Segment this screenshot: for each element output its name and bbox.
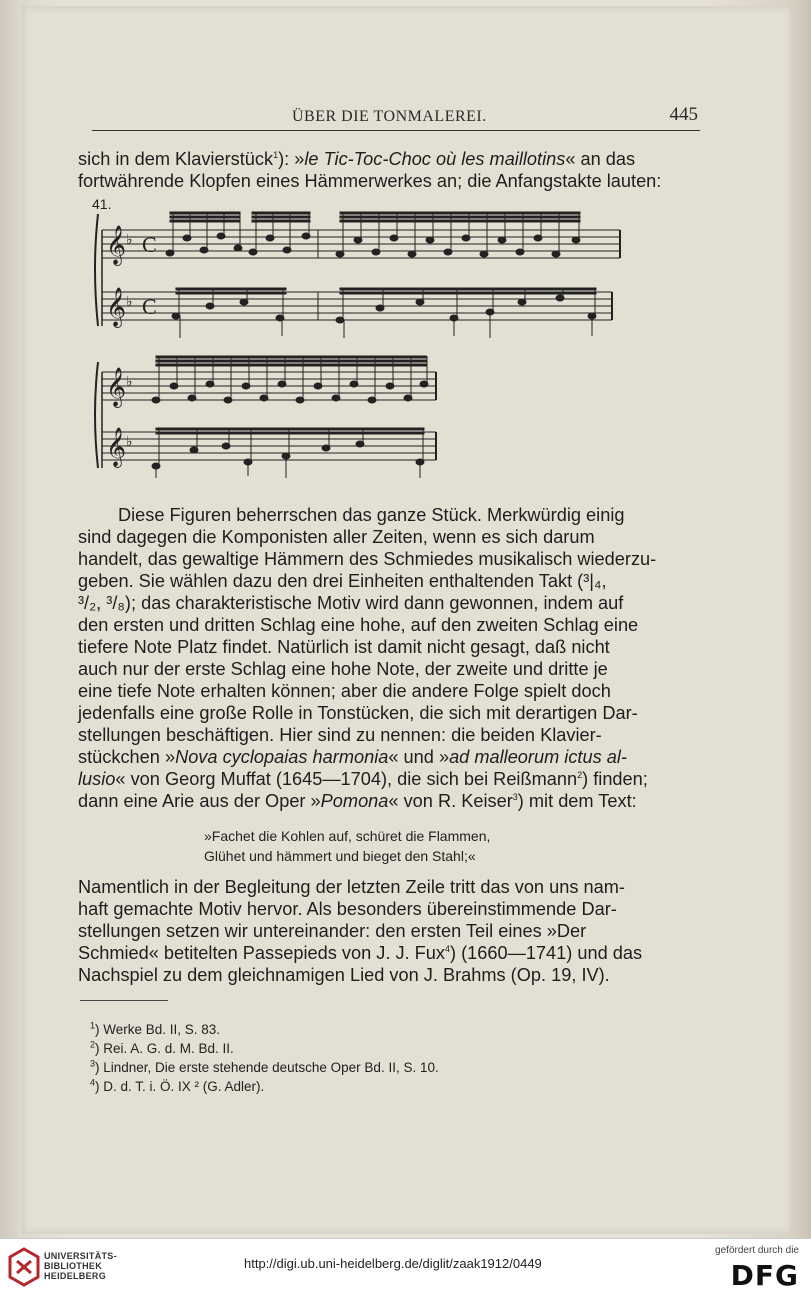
poem-line-1: »Fachet die Kohlen auf, schüret die Flammen, bbox=[204, 828, 491, 844]
running-header bbox=[92, 104, 700, 131]
body-line: ³/₂, ³/₈); das charakteristische Motiv wird dann gewonnen, indem auf bbox=[78, 593, 624, 613]
time-signature: C bbox=[142, 294, 157, 319]
viewer-footer bbox=[0, 1238, 811, 1296]
note-group bbox=[336, 212, 580, 257]
text-run: Schmied« betitelten Passepieds von J. J. Fux bbox=[78, 943, 445, 963]
library-name-line: BIBLIOTHEK bbox=[44, 1261, 102, 1271]
text-run: sich in dem Klavierstück bbox=[78, 149, 274, 169]
funding-caption: gefördert durch die bbox=[715, 1245, 799, 1256]
text-run: ) (1660—1741) und das bbox=[450, 943, 643, 963]
body-line: Nachspiel zu dem gleichnamigen Lied von J. Brahms (Op. 19, IV). bbox=[78, 965, 610, 985]
title-italic: Pomona bbox=[320, 791, 389, 811]
title-italic: Nova cyclopaias harmonia bbox=[175, 747, 389, 767]
footnote bbox=[90, 1058, 590, 1077]
footnote-mark: 3 bbox=[90, 1058, 96, 1069]
library-name-line: UNIVERSITÄTS- bbox=[44, 1251, 117, 1261]
body-line: Namentlich in der Begleitung der letzten Zeile tritt das von uns nam- bbox=[78, 877, 625, 897]
dfg-logo-icon[interactable]: DFG bbox=[730, 1259, 799, 1292]
footnote bbox=[90, 1039, 590, 1058]
footnote-mark: 1 bbox=[90, 1020, 96, 1031]
footnote-ref: 2 bbox=[577, 769, 583, 780]
treble-clef: 𝄞 bbox=[106, 427, 127, 467]
text-run: ): » bbox=[278, 149, 305, 169]
text-run: « an das bbox=[565, 149, 636, 169]
note-group bbox=[249, 212, 310, 255]
university-library-logo-icon[interactable] bbox=[8, 1247, 40, 1287]
time-signature: C bbox=[142, 232, 157, 257]
text-run: « von R. Keiser bbox=[388, 791, 513, 811]
body-line: tiefere Note Platz findet. Natürlich ist damit nicht gesagt, daß nicht bbox=[78, 637, 610, 657]
note-group bbox=[166, 212, 242, 256]
footnote-ref: 3 bbox=[512, 791, 518, 802]
footnote-separator bbox=[80, 1000, 168, 1001]
treble-clef: 𝄞 bbox=[106, 367, 127, 407]
flat-sign: ♭ bbox=[126, 434, 133, 450]
footnotes bbox=[90, 1020, 590, 1096]
title-italic: lusio bbox=[78, 769, 116, 789]
body-line: geben. Sie wählen dazu den drei Einheiten enthaltenden Takt (³|₄, bbox=[78, 571, 607, 591]
example-number: 41. bbox=[92, 196, 112, 212]
title-italic: ad malleorum ictus al- bbox=[449, 747, 627, 767]
flat-sign: ♭ bbox=[126, 294, 133, 310]
title-italic: le Tic-Toc-Choc où les maillotins bbox=[304, 149, 566, 169]
library-name-line: HEIDELBERG bbox=[44, 1271, 107, 1281]
footnote-mark: 2 bbox=[90, 1039, 96, 1050]
header-title: ÜBER DIE TONMALEREI. bbox=[292, 108, 487, 125]
text-run: stückchen » bbox=[78, 747, 176, 767]
footnote-text: ) Lindner, Die erste stehende deutsche Oper Bd. II, S. 10. bbox=[95, 1060, 439, 1075]
flat-sign: ♭ bbox=[126, 232, 133, 248]
body-line: eine tiefe Note erhalten können; aber die andere Folge spielt doch bbox=[78, 681, 611, 701]
intro-line-1 bbox=[78, 148, 698, 170]
permalink-url[interactable]: http://digi.ub.uni-heidelberg.de/diglit/zaak1912/0449 bbox=[244, 1256, 542, 1271]
body-line bbox=[78, 768, 698, 790]
footnote-ref: 4 bbox=[444, 943, 450, 954]
music-system-2 bbox=[90, 354, 630, 480]
treble-clef: 𝄞 bbox=[106, 287, 127, 327]
body-line bbox=[78, 942, 698, 964]
footnote-text: ) D. d. T. i. Ö. IX ² (G. Adler). bbox=[95, 1079, 265, 1094]
intro-line-2: fortwährende Klopfen eines Hämmerwerkes an; die Anfangstakte lauten: bbox=[78, 171, 662, 191]
poem-line-2: Glühet und hämmert und bieget den Stahl;« bbox=[204, 848, 476, 864]
body-line: jedenfalls eine große Rolle in Tonstücken, die sich mit derartigen Dar- bbox=[78, 703, 638, 723]
footnote-text: ) Rei. A. G. d. M. Bd. II. bbox=[95, 1041, 234, 1056]
body-line: den ersten und dritten Schlag eine hohe, auf den zweiten Schlag eine bbox=[78, 615, 639, 635]
body-paragraph-2 bbox=[78, 876, 698, 986]
body-line: auch nur der erste Schlag eine hohe Note, der zweite und dritte je bbox=[78, 659, 608, 679]
body-line: haft gemachte Motiv hervor. Als besonders übereinstimmende Dar- bbox=[78, 899, 617, 919]
footnote-ref: 1 bbox=[273, 149, 279, 160]
music-system-1 bbox=[90, 208, 630, 344]
body-line bbox=[78, 790, 698, 812]
text-run: ) mit dem Text: bbox=[517, 791, 637, 811]
footnote bbox=[90, 1077, 590, 1096]
text-run: « von Georg Muffat (1645—1704), die sich bei Reißmann bbox=[115, 769, 578, 789]
body-line: stellungen setzen wir untereinander: den ersten Teil eines »Der bbox=[78, 921, 587, 941]
footnote-text: ) Werke Bd. II, S. 83. bbox=[95, 1022, 221, 1037]
upper-notes bbox=[166, 212, 580, 257]
body-line: handelt, das gewaltige Hämmern des Schmiedes musikalisch wiederzu- bbox=[78, 549, 657, 569]
body-paragraph bbox=[78, 504, 698, 812]
body-line bbox=[78, 746, 698, 768]
body-line: stellungen beschäftigen. Hier sind zu nennen: die beiden Klavier- bbox=[78, 725, 602, 745]
page-number: 445 bbox=[669, 104, 698, 125]
body-line: sind dagegen die Komponisten aller Zeiten, wenn es sich darum bbox=[78, 527, 595, 547]
treble-clef: 𝄞 bbox=[106, 225, 127, 265]
body-line: Diese Figuren beherrschen das ganze Stück. Merkwürdig einig bbox=[118, 505, 625, 525]
text-run: ) finden; bbox=[582, 769, 648, 789]
footnote-mark: 4 bbox=[90, 1077, 96, 1088]
flat-sign: ♭ bbox=[126, 374, 133, 390]
library-name[interactable] bbox=[44, 1251, 117, 1281]
text-run: dann eine Arie aus der Oper » bbox=[78, 791, 321, 811]
footnote bbox=[90, 1020, 590, 1039]
intro-paragraph bbox=[78, 148, 698, 192]
poem-quote bbox=[204, 826, 624, 866]
text-run: « und » bbox=[388, 747, 450, 767]
